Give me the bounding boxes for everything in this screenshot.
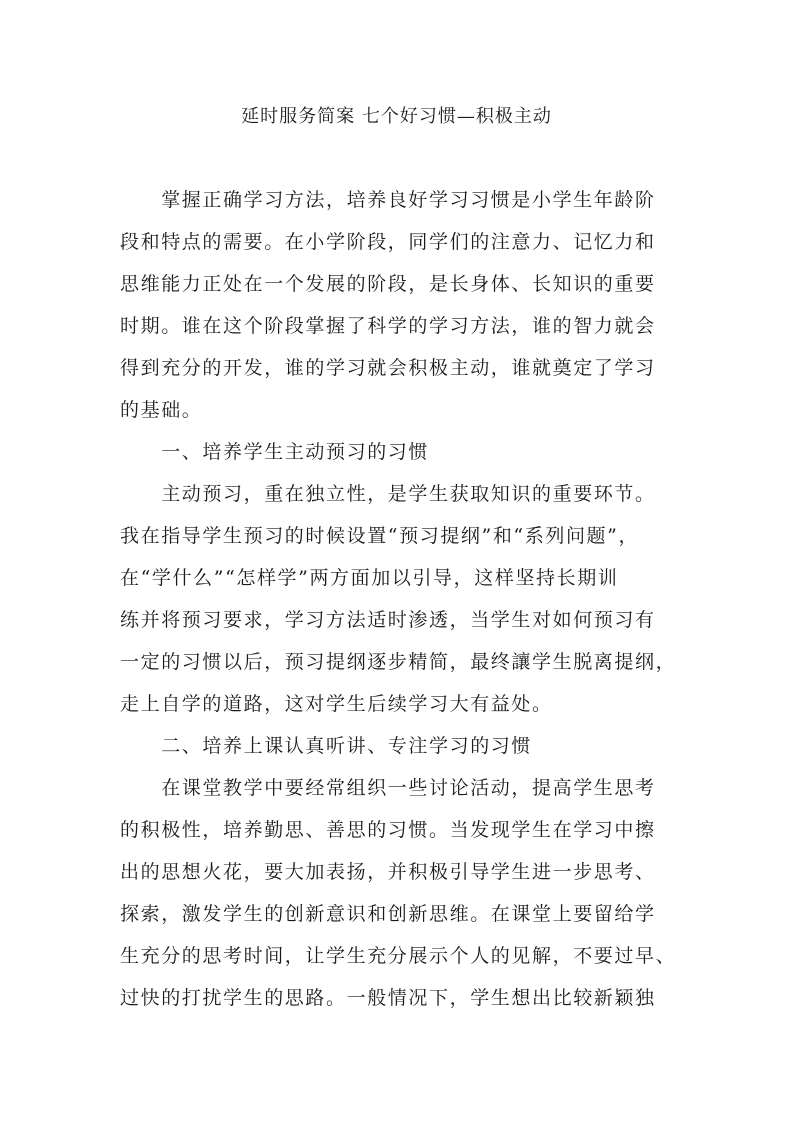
text-line: 时期。谁在这个阶段掌握了科学的学习方法，谁的智力就会 — [120, 315, 656, 337]
text-line: 走上自学的道路，这对学生后续学习大有益处。 — [120, 693, 553, 715]
page-title: 延时服务简案 七个好习惯—积极主动 — [241, 106, 552, 127]
text-line: 我在指导学生预习的时候设置“预习提纲”和“系列问题”， — [120, 525, 640, 547]
text-line: 的基础。 — [120, 399, 203, 421]
text-line: 在“学什么”“怎样学”两方面加以引导，这样坚持长期训 — [120, 567, 619, 589]
text-line: 练并将预习要求，学习方法适时渗透，当学生对如何预习有 — [120, 609, 656, 631]
text-line: 探索，激发学生的创新意识和创新思维。在课堂上要留给学 — [120, 903, 656, 925]
text-line: 出的思想火花，要大加表扬，并积极引导学生进一步思考、 — [120, 861, 656, 883]
text-line: 生充分的思考时间，让学生充分展示个人的见解，不要过早、 — [120, 945, 677, 967]
section-heading: 一、培养学生主动预习的习惯 — [120, 441, 430, 463]
text-line: 得到充分的开发，谁的学习就会积极主动，谁就奠定了学习 — [120, 357, 656, 379]
text-line: 主动预习，重在独立性，是学生获取知识的重要环节。 — [120, 483, 656, 505]
text-line: 过快的打扰学生的思路。一般情况下，学生想出比较新颖独 — [120, 987, 656, 1009]
text-line: 段和特点的需要。在小学阶段，同学们的注意力、记忆力和 — [120, 231, 656, 253]
text-line: 思维能力正处在一个发展的阶段，是长身体、长知识的重要 — [120, 273, 656, 295]
text-line: 在课堂教学中要经常组织一些讨论活动，提高学生思考 — [120, 777, 656, 799]
section-heading: 二、培养上课认真听讲、专注学习的习惯 — [120, 735, 533, 757]
text-line: 的积极性，培养勤思、善思的习惯。当发现学生在学习中擦 — [120, 819, 656, 841]
text-line: 一定的习惯以后，预习提纲逐步精简，最终讓学生脱离提纲， — [120, 651, 677, 673]
text-line: 掌握正确学习方法，培养良好学习习惯是小学生年龄阶 — [120, 189, 656, 211]
